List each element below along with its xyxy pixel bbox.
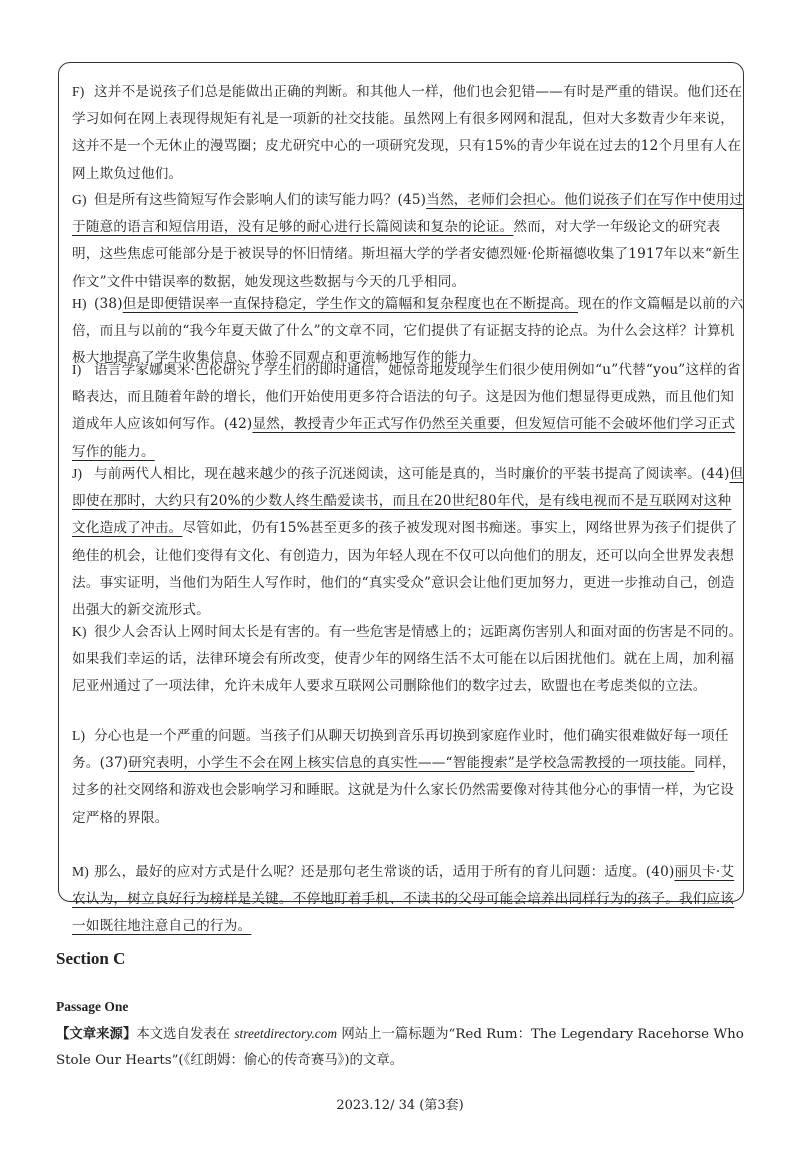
underlined-sentence: 但是即便错误率一直保持稳定，学生作文的篇幅和复杂程度也在不断提高。 [122,296,578,312]
paragraph-label: L) [72,728,86,743]
paragraph-label: M) [72,864,90,879]
paragraph-text: 分心也是一个严重的问题。当孩子们从聊天切换到音乐再切换到家庭作业时，他们确实很难做好每一项任务。(37) [72,728,729,772]
paragraph-text: 很少人会否认上网时间太长是有害的。有一些危害是情感上的；远距离伤害别人和面对面的伤害是不同的。如果我们幸运的话，法律环境会有所改变，使青少年的网络生活不太可能在以后困扰他们。就在上周，加利福尼亚州通过了一项法律，允许未成年人要求互联网公司删除他们的数字过去，欧盟也在考虑类似的立法。 [72,624,743,695]
paragraph-label: F) [72,84,85,99]
passage-title: Passage One [56,999,129,1014]
paragraph-j [72,460,744,624]
section-title: Section C [56,949,126,968]
paragraph-text: 尽管如此，仍有15%甚至更多的孩子被发现对图书痴迷。事实上，网络世界为孩子们提供了绝佳的机会，让他们变得有文化、有创造力，因为年轻人现在不仅可以向他们的朋友，还可以向全世界发表想法。事实证明，当他们为陌生人写作时，他们的“真实受众”意识会让他们更加努力，更进一步推动自己，创造出强大的新交流形式。 [72,520,738,619]
paragraph-text: 同样，过多的社交网络和游戏也会影响学习和睡眠。这就是为什么家长仍然需要像对待其他分心的事情一样，为它设定严格的界限。 [72,755,736,826]
paragraph-label: H) [72,296,87,311]
paragraph-text: 但是所有这些简短写作会影响人们的读写能力吗？(45) [94,192,427,208]
paragraph-label: K) [72,624,87,639]
paragraph-text: 这并不是说孩子们总是能做出正确的判断。和其他人一样，他们也会犯错——有时是严重的错误。他们还在学习如何在网上表现得规矩有礼是一项新的社交技能。虽然网上有很多网网和混乱，但对大多数青少年来说，这并不是一个无休止的漫骂圈；皮尤研究中心的一项研究发现，只有15%的青少年说在过去的12个月里有人在网上欺负过他们。 [72,84,743,182]
paragraph-l [72,722,744,832]
paragraph-g [72,186,744,296]
underlined-sentence: 但即使在那时，大约只有20%的少数人终生酷爱读书，而且在20世纪80年代，是有线电视而不是互联网对这种文化造成了冲击。 [72,466,744,537]
paragraph-label: J) [72,466,83,481]
page-footer: 2023.12/ 34 (第3套) [336,1098,464,1113]
source-note [56,1021,756,1074]
paragraph-text: 那么，最好的应对方式是什么呢？还是那句老生常谈的话，适用于所有的育儿问题：适度。(40) [94,864,675,880]
paragraph-text: (38) [94,296,123,312]
underlined-sentence: 研究表明，小学生不会在网上核实信息的真实性——“智能搜索”是学校急需教授的一项技能。 [128,755,695,772]
paragraph-text: 语言学家娜奥米·巴伦研究了学生们的即时通信，她惊奇地发现学生们很少使用例如“u”代替“you”这样的省略表达，而且随着年龄的增长，他们开始使用更多符合语法的句子。这是因为他们想显得更成熟，而且他们知道成年人应该如何写作。(42) [72,362,741,433]
paragraph-text: 与前两代人相比，现在越来越少的孩子沉迷阅读，这可能是真的，当时廉价的平装书提高了阅读率。(44) [94,466,730,482]
paragraph-f [72,78,744,188]
underlined-sentence: 当然，老师们会担心。他们说孩子们在写作中使用过于随意的语言和短信用语，没有足够的耐心进行长篇阅读和复杂的论证。 [72,192,744,236]
paragraph-i [72,356,744,466]
paragraph-text: 然而，对大学一年级论文的研究表明，这些焦虑可能部分是于被误导的怀旧情绪。斯坦福大学的学者安德烈娅·伦斯福德收集了1917年以来“新生作文”文件中错误率的数据，她发现这些数据与今天的几乎相同。 [72,219,740,290]
paragraph-text: 现在的作文篇幅是以前的六倍，而且与以前的“我今年夏天做了什么”的文章不同，它们提供了有证据支持的论点。为什么会这样？计算机极大地提高了学生收集信息、体验不同观点和更流畅地写作的能力。 [72,296,744,367]
source-site: streetdirectory.com [234,1026,338,1041]
source-tag: 【文章来源】 [56,1026,137,1042]
paragraph-label: I) [72,362,82,377]
paragraph-label: G) [72,192,87,207]
paragraph-m [72,858,744,941]
paragraph-k [72,618,744,701]
underlined-sentence: 丽贝卡·艾农认为，树立良好行为榜样是关键。不停地盯着手机、不读书的父母可能会培养出同样行为的孩子。我们应该一如既往地注意自己的行为。 [72,864,735,935]
source-after: 网站上一篇标题为“Red Rum：The Legendary Racehorse Who Stole Our Hearts”(《红朗姆：偷心的传奇赛马》)的文章。 [56,1027,744,1068]
underlined-sentence: 显然，教授青少年正式写作仍然至关重要，但发短信可能不会破坏他们学习正式写作的能力。 [72,416,736,460]
source-before: 本文选自发表在 [136,1027,231,1042]
